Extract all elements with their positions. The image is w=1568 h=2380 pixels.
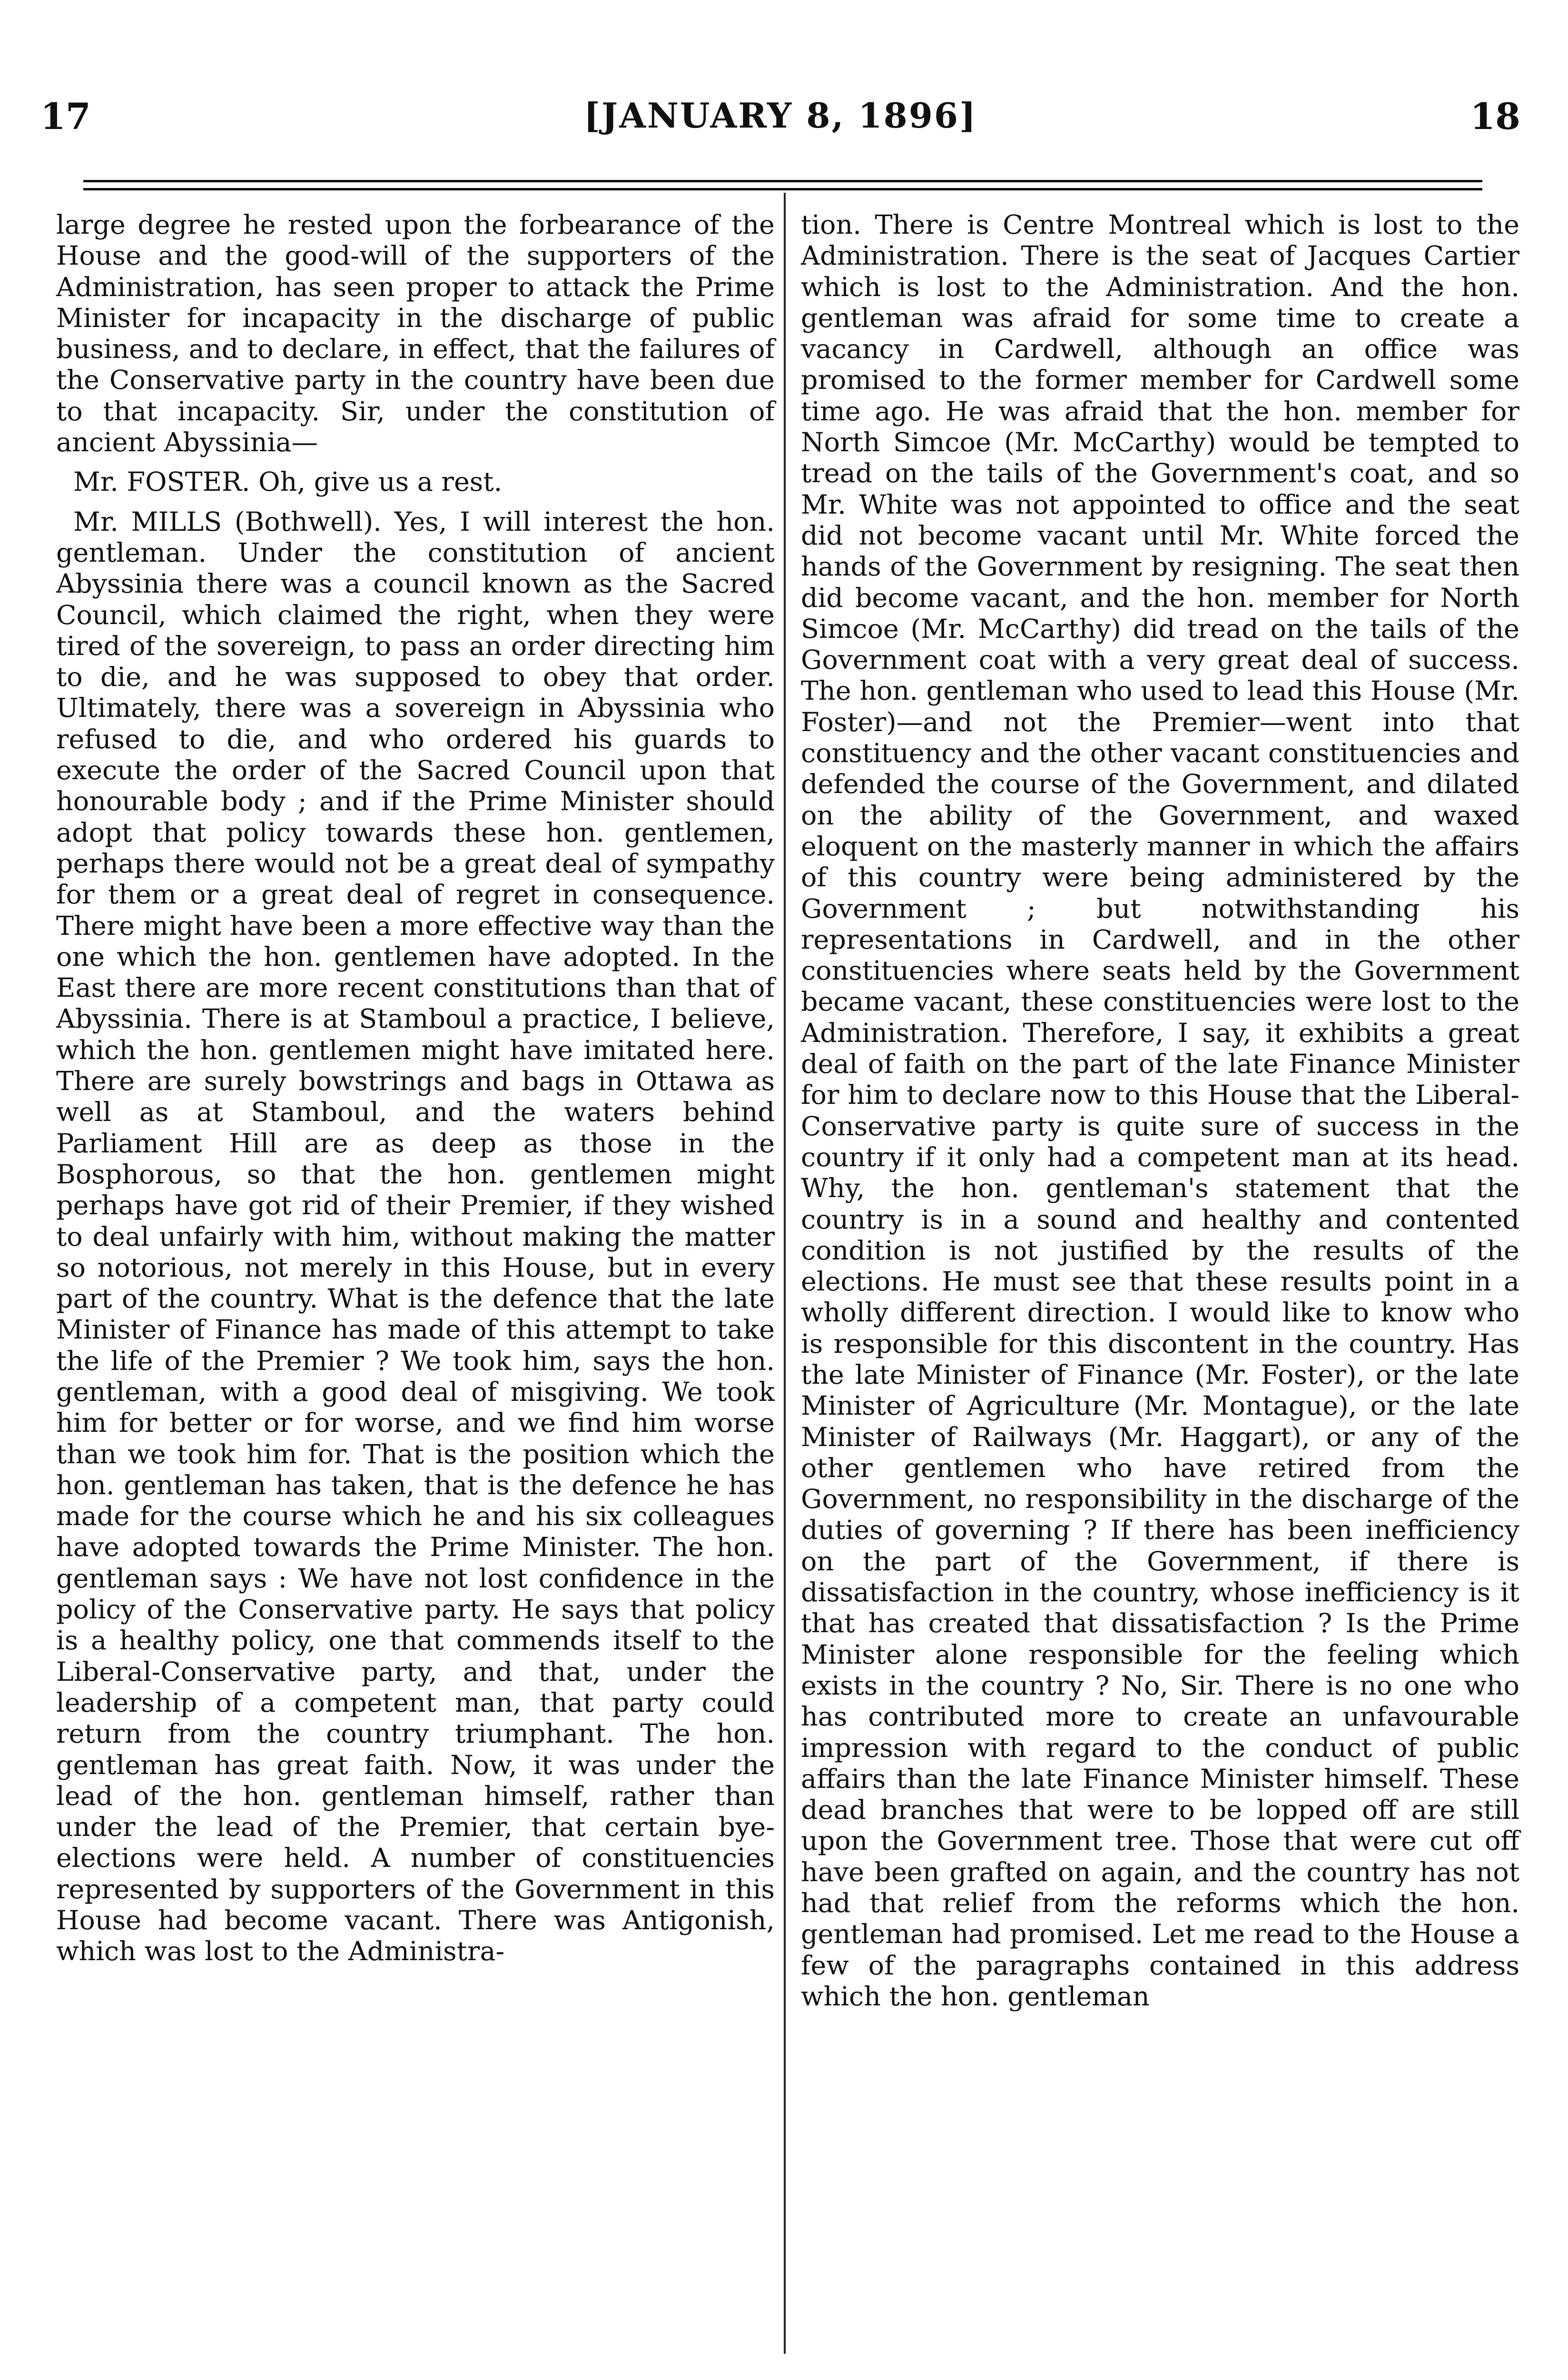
page-header — [40, 95, 1520, 152]
paragraph: tion. There is Centre Montreal which is lost to the Administration. There is the seat of Jacques Cartier which is lost to the Administration. And the hon. gentleman was afraid for some time to create a vacancy in Cardwell, although an office was promised to the former member for Cardwell some time ago. He was afraid that the hon. member for North Simcoe (Mr. McCarthy) would be tempted to tread on the tails of the Government's coat, and so Mr. White was not appointed to office and the seat did not become vacant until Mr. White forced the hands of the Government by resigning. The seat then did become vacant, and the hon. member for North Simcoe (Mr. McCarthy) did tread on the tails of the Government coat with a very great deal of success. The hon. gentleman who used to lead this House (Mr. Foster)—and not the Premier—went into that constituency and the other vacant constituencies and defended the course of the Government, and dilated on the ability of the Government, and waxed eloquent on the masterly manner in which the affairs of this country were being administered by the Government ; but notwithstanding his representations in Cardwell, and in the other constituencies where seats held by the Government became vacant, these constituencies were lost to the Administration. Therefore, I say, it exhibits a great deal of faith on the part of the late Finance Minister for him to declare now to this House that the Liberal-Conservative party is quite sure of success in the country if it only had a competent man at its head. Why, the hon. gentleman's statement that the country is in a sound and healthy and contented condition is not justified by the results of the elections. He must see that these results point in a wholly different direction. I would like to know who is responsible for this discontent in the country. Has the late Minister of Finance (Mr. Foster), or the late Minister of Agriculture (Mr. Montague), or the late Minister of Railways (Mr. Haggart), or any of the other gentlemen who have retired from the Government, no responsibility in the discharge of the duties of governing ? If there has been inefficiency on the part of the Government, if there is dissatisfaction in the country, whose inefficiency is it that has created that dissatisfaction ? Is the Prime Minister alone responsible for the feeling which exists in the country ? No, Sir. There is no one who has contributed more to create an unfavourable impression with regard to the conduct of public affairs than the late Finance Minister himself. These dead branches that were to be lopped off are still upon the Government tree. Those that were cut off have been grafted on again, and the country has not had that relief from the reforms which the hon. gentleman had promised. Let me read to the House a few of the paragraphs contained in this address which the hon. gentleman — [801, 209, 1519, 2012]
paragraph: large degree he rested upon the forbearance of the House and the good-will of the supporters of the Administration, has seen proper to attack the Prime Minister for incapacity in the discharge of public business, and to declare, in effect, that the failures of the Conservative party in the country have been due to that incapacity. Sir, under the constitution of ancient Abyssinia— — [56, 209, 775, 458]
paragraph-speaker-foster: Mr. FOSTER. Oh, give us a rest. — [73, 466, 503, 498]
header-date: [JANUARY 8, 1896] — [583, 95, 977, 136]
left-column — [56, 209, 775, 1967]
column-divider — [784, 193, 786, 2354]
page-number-right: 18 — [1470, 95, 1520, 138]
header-rule-bottom — [83, 188, 1482, 190]
right-column — [801, 209, 1519, 2012]
paragraph-speaker-mills: Mr. MILLS (Bothwell). Yes, I will interest the hon. gentleman. Under the constitution of ancient Abyssinia there was a council known as the Sacred Council, which claimed the right, when they were tired of the sovereign, to pass an order directing him to die, and he was supposed to obey that order. Ultimately, there was a sovereign in Abyssinia who refused to die, and who ordered his guards to execute the order of the Sacred Council upon that honourable body ; and if the Prime Minister should adopt that policy towards these hon. gentlemen, perhaps there would not be a great deal of sympathy for them or a great deal of regret in consequence. There might have been a more effective way than the one which the hon. gentlemen have adopted. In the East there are more recent constitutions than that of Abyssinia. There is at Stamboul a practice, I believe, which the hon. gentlemen might have imitated here. There are surely bowstrings and bags in Ottawa as well as at Stamboul, and the waters behind Parliament Hill are as deep as those in the Bosphorous, so that the hon. gentlemen might perhaps have got rid of their Premier, if they wished to deal unfairly with him, without making the matter so notorious, not merely in this House, but in every part of the country. What is the defence that the late Minister of Finance has made of this attempt to take the life of the Premier ? We took him, says the hon. gentleman, with a good deal of misgiving. We took him for better or for worse, and we find him worse than we took him for. That is the position which the hon. gentleman has taken, that is the defence he has made for the course which he and his six colleagues have adopted towards the Prime Minister. The hon. gentleman says : We have not lost confidence in the policy of the Conservative party. He says that policy is a healthy policy, one that commends itself to the Liberal-Conservative party, and that, under the leadership of a competent man, that party could return from the country triumphant. The hon. gentleman has great faith. Now, it was under the lead of the hon. gentleman himself, rather than under the lead of the Premier, that certain bye-elections were held. A number of constituencies represented by supporters of the Government in this House had become vacant. There was Antigonish, which was lost to the Administra- — [56, 506, 775, 1967]
header-rule-top — [83, 180, 1482, 182]
page-number-left: 17 — [40, 95, 91, 138]
